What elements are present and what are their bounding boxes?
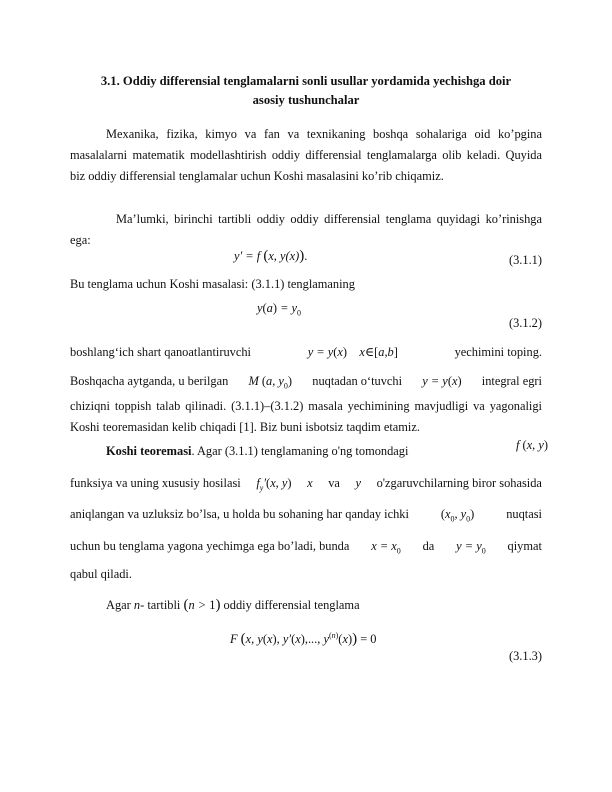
var-y: y xyxy=(355,476,362,490)
theorem-text: . Agar (3.1.1) tenglamaning o'ng tomondagi xyxy=(191,444,409,458)
text-and: va xyxy=(328,476,340,490)
text-integral-curve: integral egri xyxy=(481,374,542,388)
formula-partial-derivative: $f_y'(x$, y) xyxy=(256,476,292,493)
given-point-line xyxy=(70,370,542,392)
text-passing-through: nuqtadan o‘tuvchi xyxy=(312,374,403,388)
var-n: n xyxy=(133,598,141,612)
text-variables-region: o'zgaruvchilarning biror sohasida xyxy=(376,476,542,490)
equation-number-3-1-3: (3.1.3) xyxy=(508,649,542,663)
text-function-partial: funksiya va uning xususiy hosilasi xyxy=(70,476,241,490)
text-find-solution: yechimini toping. xyxy=(454,345,542,359)
text-takes: qabul qiladi. xyxy=(70,567,132,581)
theorem-keyword: Koshi teoremasi xyxy=(106,444,192,458)
text-continuous: aniqlangan va uzluksiz bo’lsa, u holda bu sohaning har qanday ichki xyxy=(70,507,409,521)
text-ode: oddiy differensial tenglama xyxy=(223,598,360,612)
paragraph-existence: chiziqni toppish talab qilinadi. (3.1.1)–(3.1.2) masala yechimining mavjudligi va yagonaligi Koshi teoremasidan kelib chiqadi [1]. Biz buni isbotsiz taqdim etamiz. xyxy=(70,399,542,434)
text-order: - tartibli xyxy=(140,598,181,612)
paragraph-cauchy-problem: Bu tenglama uchun Koshi masalasi: (3.1.1) tenglamaning xyxy=(70,277,355,291)
text-da: da xyxy=(422,539,435,553)
section-title-line-1: 3.1. Oddiy differensial tenglamalarni sonli usullar yordamida yechishga doir xyxy=(100,74,512,88)
equation-3-1-2: $y(a) = y_0$ xyxy=(257,301,302,318)
text-unique-solution: uchun bu tenglama yagona yechimga ega bo’ladi, bunda xyxy=(70,539,350,553)
text-value: qiymat xyxy=(507,539,542,553)
section-title xyxy=(70,72,542,110)
formula-solution-domain: y = y(x) x∈[a,b] xyxy=(307,345,398,359)
text-initial-condition: boshlang‘ich shart qanoatlantiruvchi xyxy=(70,345,251,359)
equation-number-3-1-1: (3.1.1) xyxy=(508,253,542,267)
paragraph-intro: Mexanika, fizika, kimyo va fan va texnikaning boshqa sohalariga oid ko’pgina masalalarni matematik modellashtirish oddiy differensial tenglamalarga olib keladi. Quyida biz oddiy differensial tenglamalar uchun Koshi masalasini ko’rib chiqamiz. xyxy=(70,127,542,183)
initial-condition-line xyxy=(70,341,542,363)
partial-derivative-line xyxy=(70,472,542,494)
formula-y-eq-y0: $y = y_0$ xyxy=(456,539,486,556)
formula-inner-point: ($x_0$, $y_0$) xyxy=(440,507,475,524)
formula-f-xy: f (x, y) xyxy=(516,438,549,452)
equation-3-1-1: y′ = f (x, y(x)). xyxy=(234,248,308,264)
text-point: nuqtasi xyxy=(506,507,542,521)
formula-n-gt-1: (n > 1) xyxy=(183,597,221,613)
theorem-line xyxy=(70,438,549,462)
equation-3-1-3: F (x, y(x), y′(x),..., $y^{(n)}(x)) = 0$ xyxy=(230,631,377,648)
formula-point-M: M (a, $y_0$) xyxy=(248,374,293,391)
equation-number-3-1-2: (3.1.2) xyxy=(508,316,542,330)
paragraph-first-order: Ma’lumki, birinchi tartibli oddiy oddiy differensial tenglama quyidagi ko’rinishga ega: xyxy=(70,212,542,247)
formula-y-of-x: y = y(x) xyxy=(422,374,462,388)
section-title-line-2: asosiy tushunchalar xyxy=(252,93,360,107)
var-x: x xyxy=(307,476,313,490)
uniqueness-line xyxy=(70,535,542,557)
continuity-line xyxy=(70,503,542,525)
formula-x-eq-x0: $x = x_0$ xyxy=(371,539,401,556)
nth-order-line xyxy=(106,594,542,616)
text-given: Boshqacha aytganda, u berilgan xyxy=(70,374,229,388)
text-if: Agar xyxy=(106,598,131,612)
